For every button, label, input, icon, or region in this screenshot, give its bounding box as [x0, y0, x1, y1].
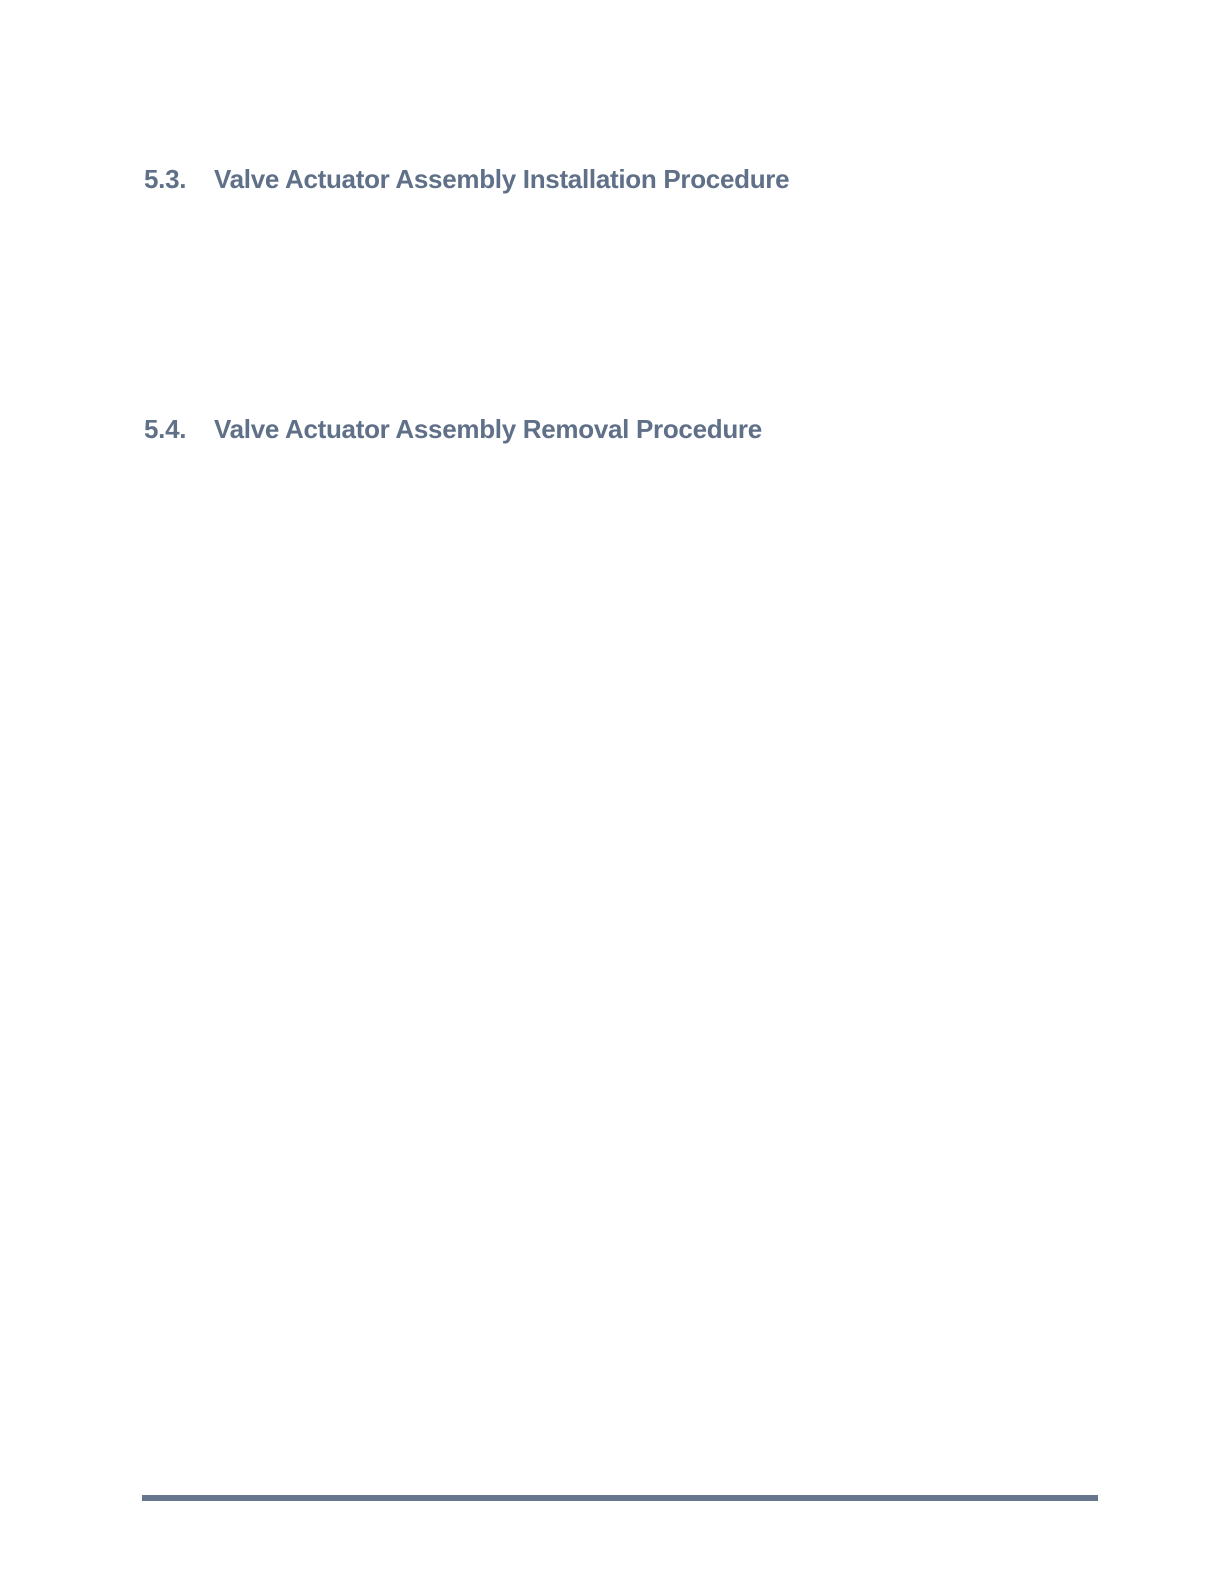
section-heading-5-3	[144, 162, 789, 196]
section-title: Valve Actuator Assembly Removal Procedure	[214, 414, 762, 444]
section-number: 5.4.	[144, 414, 187, 444]
section-number: 5.3.	[144, 164, 187, 194]
section-title: Valve Actuator Assembly Installation Procedure	[214, 164, 790, 194]
footer-divider	[142, 1495, 1098, 1501]
section-heading-5-4	[144, 412, 762, 446]
